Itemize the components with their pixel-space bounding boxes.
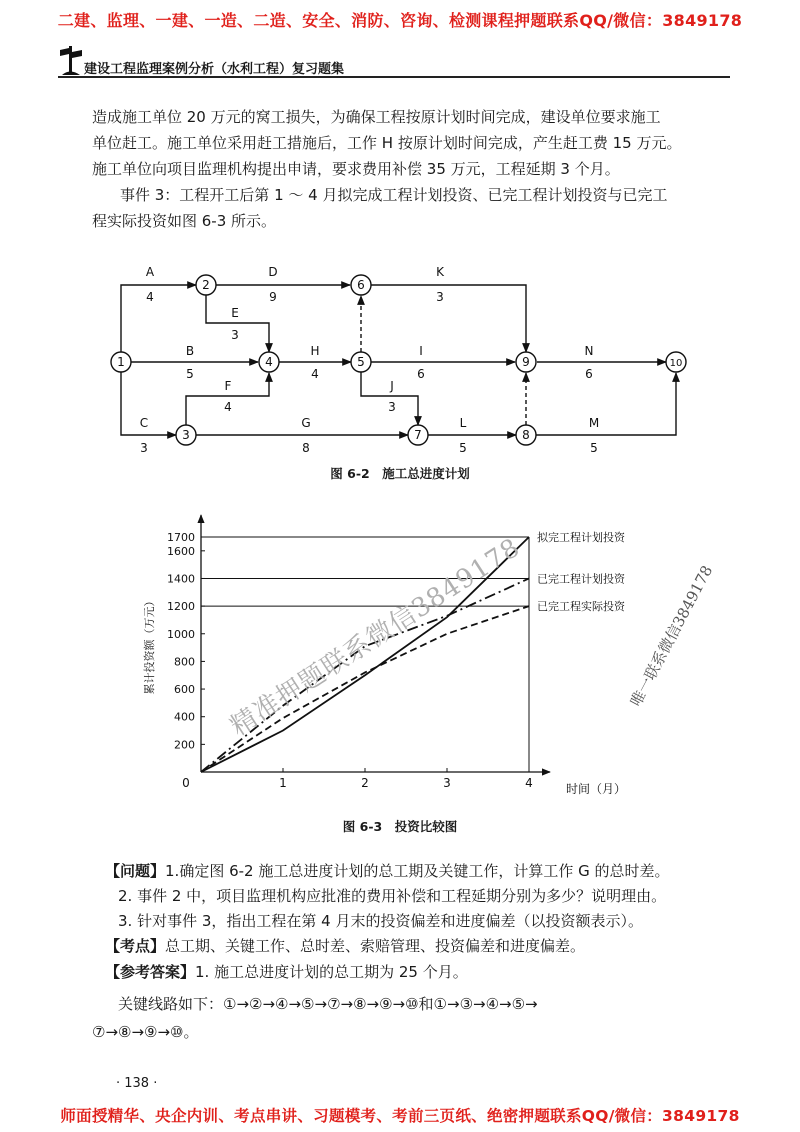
y-tick-label-3: 800 bbox=[174, 655, 195, 669]
series-label-1: 已完工程计划投资 bbox=[537, 572, 625, 586]
y-tick-label-0: 200 bbox=[174, 738, 195, 752]
header-title: 建设工程监理案例分析（水利工程）复习题集 bbox=[84, 62, 345, 77]
label-G: G bbox=[301, 416, 311, 430]
running-header bbox=[58, 42, 730, 78]
arrow-A bbox=[121, 285, 196, 353]
duration-E: 3 bbox=[231, 328, 239, 342]
critical-path-line-2: ⑦→⑧→⑨→⑩。 bbox=[92, 1023, 199, 1041]
node-10 bbox=[666, 352, 686, 372]
series-label-2: 已完工程实际投资 bbox=[537, 600, 625, 614]
label-L: L bbox=[459, 416, 467, 430]
key-points-text: 总工期、关键工作、总时差、索赔管理、投资偏差和进度偏差。 bbox=[165, 937, 586, 955]
label-K: K bbox=[436, 265, 444, 279]
node-8 bbox=[516, 425, 536, 445]
reference-answer bbox=[105, 960, 725, 984]
duration-L: 5 bbox=[459, 441, 467, 455]
label-H: H bbox=[310, 344, 320, 358]
node-1 bbox=[111, 352, 131, 372]
y-tick-label-1: 400 bbox=[174, 710, 195, 724]
svg-text:10: 10 bbox=[669, 358, 683, 369]
x-tick-label-1: 1 bbox=[279, 776, 287, 790]
network-diagram bbox=[0, 255, 800, 465]
paragraph-line-5: 程实际投资如图 6-3 所示。 bbox=[92, 212, 277, 230]
svg-text:3: 3 bbox=[182, 428, 190, 442]
watermark-main: 精准押题联系微信3849178 bbox=[225, 532, 526, 743]
duration-I: 6 bbox=[417, 367, 425, 381]
duration-H: 4 bbox=[311, 367, 319, 381]
duration-A: 4 bbox=[146, 290, 154, 304]
duration-C: 3 bbox=[140, 441, 148, 455]
key-points-label: 【考点】 bbox=[105, 937, 166, 955]
duration-F: 4 bbox=[224, 400, 232, 414]
arrow-M bbox=[536, 373, 676, 435]
arrow-C bbox=[121, 372, 176, 435]
svg-text:2: 2 bbox=[202, 278, 210, 292]
svg-text:1: 1 bbox=[117, 355, 125, 369]
question-label: 【问题】 bbox=[105, 862, 166, 880]
label-I: I bbox=[419, 344, 423, 358]
paragraph-line-3: 施工单位向项目监理机构提出申请，要求费用补偿 35 万元，工程延期 3 个月。 bbox=[92, 160, 620, 178]
signpost-icon bbox=[58, 42, 84, 76]
paragraph-line-4: 事件 3：工程开工后第 1 ～ 4 月拟完成工程计划投资、已完工程计划投资与已完工 bbox=[120, 186, 668, 204]
arrow-E bbox=[206, 295, 269, 352]
node-9 bbox=[516, 352, 536, 372]
svg-text:8: 8 bbox=[522, 428, 530, 442]
label-C: C bbox=[139, 416, 149, 430]
svg-text:7: 7 bbox=[414, 428, 422, 442]
svg-text:6: 6 bbox=[357, 278, 365, 292]
y-tick-label-4: 1000 bbox=[167, 627, 195, 641]
answer-text: 1. 施工总进度计划的总工期为 25 个月。 bbox=[195, 963, 468, 981]
paragraph-line-2: 单位赶工。施工单位采用赶工措施后，工作 H 按原计划时间完成，产生赶工费 15 万元。 bbox=[92, 134, 682, 152]
label-B: B bbox=[185, 344, 195, 358]
question-2: 2. 事件 2 中，项目监理机构应批准的费用补偿和工程延期分别为多少？说明理由。 bbox=[118, 887, 667, 905]
duration-G: 8 bbox=[302, 441, 310, 455]
y-tick-label-5: 1200 bbox=[167, 600, 195, 614]
node-4 bbox=[259, 352, 279, 372]
question-1-text: 1.确定图 6-2 施工总进度计划的总工期及关键工作，计算工作 G 的总时差。 bbox=[165, 862, 670, 880]
duration-K: 3 bbox=[436, 290, 444, 304]
duration-M: 5 bbox=[590, 441, 598, 455]
paragraph-line-1: 造成施工单位 20 万元的窝工损失，为确保工程按原计划时间完成，建设单位要求施工 bbox=[92, 108, 661, 126]
label-F: F bbox=[224, 379, 232, 393]
key-points bbox=[105, 934, 725, 958]
node-7 bbox=[408, 425, 428, 445]
node-5 bbox=[351, 352, 371, 372]
y-tick-label-7: 1600 bbox=[167, 544, 195, 558]
question-1 bbox=[105, 859, 725, 883]
node-2 bbox=[196, 275, 216, 295]
label-N: N bbox=[584, 344, 594, 358]
series-line-0 bbox=[201, 537, 529, 772]
x-tick-label-4: 4 bbox=[525, 776, 533, 790]
figure-6-2-caption: 图 6-2 施工总进度计划 bbox=[330, 466, 470, 481]
label-E: E bbox=[231, 306, 239, 320]
arrow-K bbox=[370, 285, 526, 352]
y-tick-label-2: 600 bbox=[174, 683, 195, 697]
node-3 bbox=[176, 425, 196, 445]
label-A: A bbox=[145, 265, 155, 279]
answer-label: 【参考答案】 bbox=[105, 963, 196, 981]
page-number: · 138 · bbox=[116, 1076, 158, 1091]
critical-path-line-1: 关键线路如下：①→②→④→⑤→⑦→⑧→⑨→⑩和①→③→④→⑤→ bbox=[118, 995, 538, 1013]
duration-N: 6 bbox=[585, 367, 593, 381]
duration-D: 9 bbox=[269, 290, 277, 304]
x-tick-label-2: 2 bbox=[361, 776, 369, 790]
top-banner: 二建、监理、一建、一造、二造、安全、消防、咨询、检测课程押题联系QQ/微信：3849178 bbox=[57, 11, 743, 30]
svg-text:5: 5 bbox=[357, 355, 365, 369]
question-3: 3. 针对事件 3，指出工程在第 4 月末的投资偏差和进度偏差（以投资额表示）。 bbox=[118, 912, 643, 930]
svg-text:4: 4 bbox=[265, 355, 273, 369]
watermark-side: 唯一联系微信3849178 bbox=[626, 562, 717, 710]
svg-text:9: 9 bbox=[522, 355, 530, 369]
label-M: M bbox=[588, 416, 600, 430]
x-origin-label: 0 bbox=[182, 776, 190, 790]
x-tick-label-3: 3 bbox=[443, 776, 451, 790]
investment-chart bbox=[0, 505, 800, 805]
node-6 bbox=[351, 275, 371, 295]
figure-6-3-caption: 图 6-3 投资比较图 bbox=[342, 819, 458, 834]
y-tick-label-8: 1700 bbox=[167, 531, 195, 544]
x-axis-label: 时间（月） bbox=[566, 782, 627, 796]
label-D: D bbox=[268, 265, 278, 279]
duration-B: 5 bbox=[186, 367, 194, 381]
y-axis-label: 累计投资额（万元） bbox=[143, 595, 156, 695]
series-label-0: 拟完工程计划投资 bbox=[537, 531, 625, 544]
y-tick-label-6: 1400 bbox=[167, 572, 195, 586]
bottom-banner: 师面授精华、央企内训、考点串讲、习题模考、考前三页纸、绝密押题联系QQ/微信：3849178 bbox=[60, 1107, 740, 1125]
duration-J: 3 bbox=[388, 400, 396, 414]
label-J: J bbox=[390, 379, 394, 393]
